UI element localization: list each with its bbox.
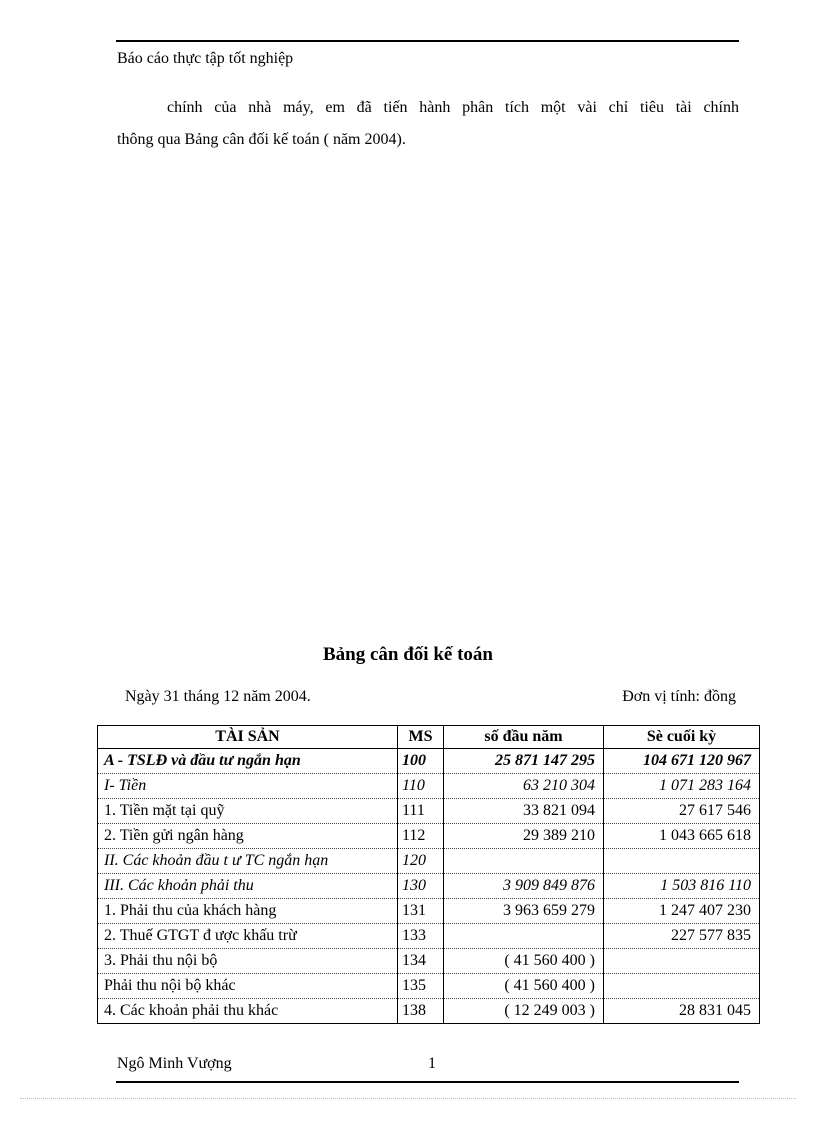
row-item: II. Các khoản đầu t ư TC ngắn hạn — [98, 849, 398, 874]
row-end-value: 227 577 835 — [604, 924, 760, 949]
footer-rule — [116, 1081, 739, 1083]
row-item: 1. Tiền mặt tại quỹ — [98, 799, 398, 824]
document-header: Báo cáo thực tập tốt nghiệp — [117, 50, 294, 67]
col-header-end: Sè cuối kỳ — [604, 726, 760, 749]
row-end-value: 1 071 283 164 — [604, 774, 760, 799]
table-row — [98, 874, 760, 899]
row-end-value: 27 617 546 — [604, 799, 760, 824]
row-code: 135 — [398, 974, 444, 999]
table-row — [98, 949, 760, 974]
body-line-1: chính của nhà máy, em đã tiến hành phân tích một vài chỉ tiêu tài chính — [167, 99, 739, 116]
row-end-value — [604, 849, 760, 874]
table-row — [98, 924, 760, 949]
row-code: 120 — [398, 849, 444, 874]
row-code: 112 — [398, 824, 444, 849]
table-header-row — [98, 726, 760, 749]
table-row — [98, 999, 760, 1024]
row-start-value: ( 41 560 400 ) — [444, 974, 604, 999]
row-end-value: 28 831 045 — [604, 999, 760, 1024]
row-item: 3. Phải thu nội bộ — [98, 949, 398, 974]
table-title: Bảng cân đối kế toán — [323, 644, 493, 665]
col-header-code: MS — [398, 726, 444, 749]
row-code: 111 — [398, 799, 444, 824]
row-end-value: 1 503 816 110 — [604, 874, 760, 899]
row-item: A - TSLĐ và đầu tư ngắn hạn — [98, 749, 398, 774]
col-header-assets: TÀI SẢN — [98, 726, 398, 749]
table-row — [98, 799, 760, 824]
currency-unit: Đơn vị tính: đồng — [622, 688, 736, 705]
row-code: 133 — [398, 924, 444, 949]
page-number: 1 — [428, 1055, 436, 1072]
row-start-value: 3 963 659 279 — [444, 899, 604, 924]
table-row — [98, 899, 760, 924]
balance-sheet-table — [97, 725, 760, 1024]
row-start-value: ( 12 249 003 ) — [444, 999, 604, 1024]
row-item: 4. Các khoản phải thu khác — [98, 999, 398, 1024]
row-end-value — [604, 949, 760, 974]
row-item: 2. Thuế GTGT đ ược khấu trừ — [98, 924, 398, 949]
row-code: 131 — [398, 899, 444, 924]
row-end-value — [604, 974, 760, 999]
row-item: Phải thu nội bộ khác — [98, 974, 398, 999]
row-code: 134 — [398, 949, 444, 974]
table-row — [98, 749, 760, 774]
table-row — [98, 774, 760, 799]
row-end-value: 1 043 665 618 — [604, 824, 760, 849]
row-end-value: 104 671 120 967 — [604, 749, 760, 774]
table-row — [98, 974, 760, 999]
report-date: Ngày 31 tháng 12 năm 2004. — [125, 688, 311, 705]
row-item: I- Tiền — [98, 774, 398, 799]
row-item: 2. Tiền gửi ngân hàng — [98, 824, 398, 849]
row-start-value: 25 871 147 295 — [444, 749, 604, 774]
row-code: 110 — [398, 774, 444, 799]
row-code: 138 — [398, 999, 444, 1024]
row-start-value: 33 821 094 — [444, 799, 604, 824]
row-start-value: 3 909 849 876 — [444, 874, 604, 899]
row-code: 130 — [398, 874, 444, 899]
table-row — [98, 824, 760, 849]
footer-author: Ngô Minh Vượng — [117, 1055, 232, 1072]
row-start-value — [444, 924, 604, 949]
row-start-value: 29 389 210 — [444, 824, 604, 849]
row-start-value: 63 210 304 — [444, 774, 604, 799]
body-line-2: thông qua Bảng cân đối kế toán ( năm 2004). — [117, 131, 406, 148]
header-rule — [116, 40, 739, 42]
page-edge-divider — [20, 1098, 796, 1099]
row-item: 1. Phải thu của khách hàng — [98, 899, 398, 924]
row-end-value: 1 247 407 230 — [604, 899, 760, 924]
row-item: III. Các khoản phải thu — [98, 874, 398, 899]
row-code: 100 — [398, 749, 444, 774]
table-row — [98, 849, 760, 874]
col-header-start: số đầu năm — [444, 726, 604, 749]
row-start-value: ( 41 560 400 ) — [444, 949, 604, 974]
row-start-value — [444, 849, 604, 874]
